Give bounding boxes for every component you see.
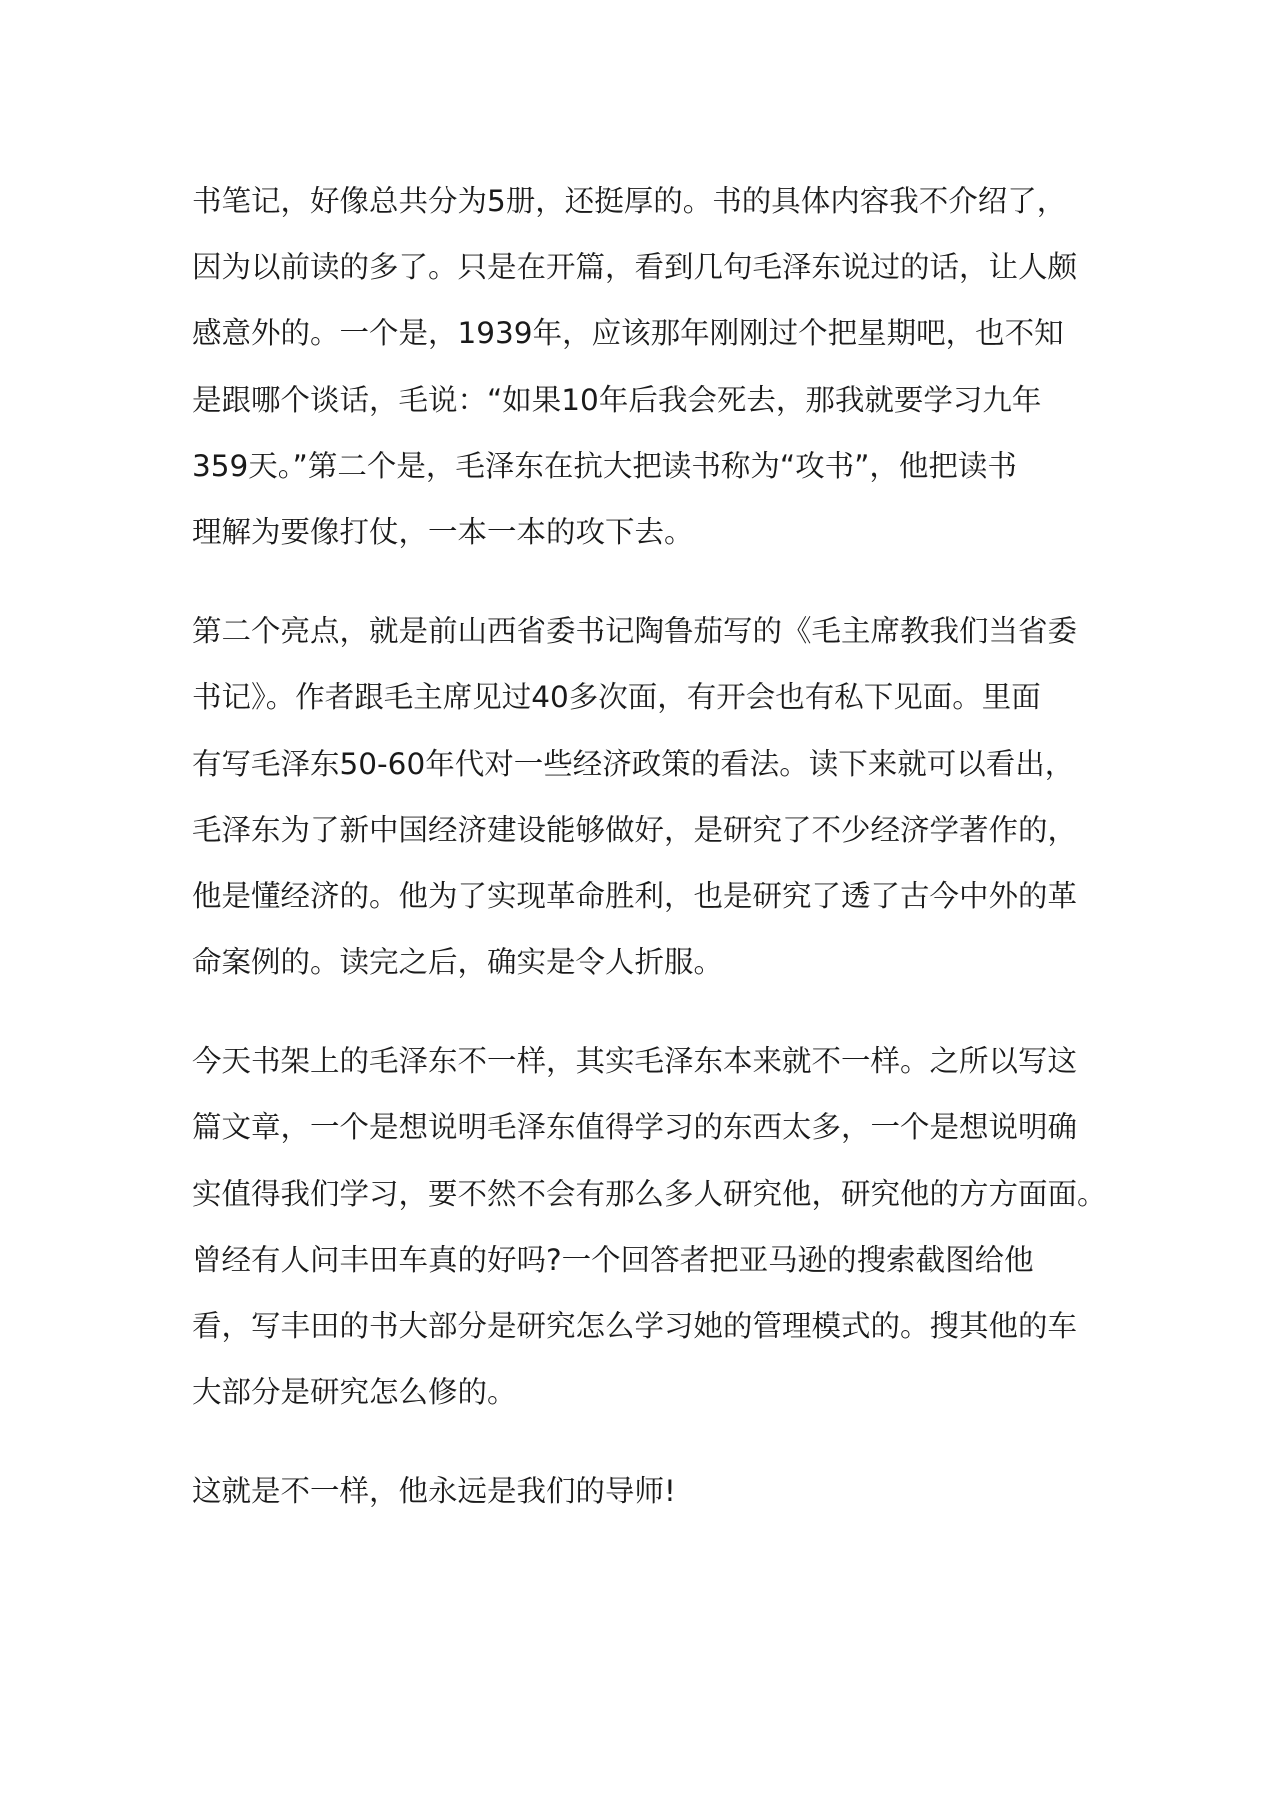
text-line: 有写毛泽东50-60年代对一些经济政策的看法。读下来就可以看出， [192, 746, 1075, 781]
paragraph-spacer [192, 565, 1092, 598]
text-line: 这就是不一样，他永远是我们的导师! [192, 1474, 676, 1509]
text-line: 看，写丰田的书大部分是研究怎么学习她的管理模式的。搜其他的车 [192, 1309, 1078, 1343]
text-line: 因为以前读的多了。只是在开篇，看到几句毛泽东说过的话，让人颇 [192, 250, 1078, 285]
text-line: 命案例的。读完之后，确实是令人折服。 [192, 945, 724, 980]
paragraph-2 [192, 598, 1092, 995]
text-line: 书记》。作者跟毛主席见过40多次面，有开会也有私下见面。里面 [192, 680, 1041, 715]
text-line: 第二个亮点，就是前山西省委书记陶鲁茄写的《毛主席教我们当省委 [192, 614, 1078, 649]
text-line: 书笔记，好像总共分为5册，还挺厚的。书的具体内容我不介绍了， [192, 184, 1067, 218]
text-line: 毛泽东为了新中国经济建设能够做好，是研究了不少经济学著作的， [192, 812, 1078, 847]
text-line: 大部分是研究怎么修的。 [192, 1375, 517, 1410]
text-line: 他是懂经济的。他为了实现革命胜利，也是研究了透了古今中外的革 [192, 878, 1078, 913]
text-line: 篇文章，一个是想说明毛泽东值得学习的东西太多，一个是想说明确 [192, 1110, 1078, 1145]
text-line: 感意外的。一个是，1939年，应该那年刚刚过个把星期吧，也不知 [192, 316, 1064, 351]
text-line: 曾经有人问丰田车真的好吗?一个回答者把亚马逊的搜索截图给他 [192, 1242, 1034, 1277]
text-line: 是跟哪个谈话，毛说：“如果10年后我会死去，那我就要学习九年 [192, 382, 1042, 417]
text-line: 359天。”第二个是，毛泽东在抗大把读书称为“攻书”，他把读书 [192, 448, 1017, 483]
text-line: 今天书架上的毛泽东不一样，其实毛泽东本来就不一样。之所以写这 [192, 1044, 1078, 1079]
paragraph-spacer [192, 1425, 1092, 1458]
paragraph-3 [192, 1028, 1107, 1425]
paragraph-4 [192, 1458, 1092, 1524]
article-body [192, 168, 1107, 1525]
text-line: 实值得我们学习，要不然不会有那么多人研究他，研究他的方方面面。 [192, 1176, 1107, 1211]
paragraph-spacer [192, 995, 1092, 1028]
text-line: 理解为要像打仗，一本一本的攻下去。 [192, 514, 694, 549]
paragraph-1 [192, 168, 1092, 565]
